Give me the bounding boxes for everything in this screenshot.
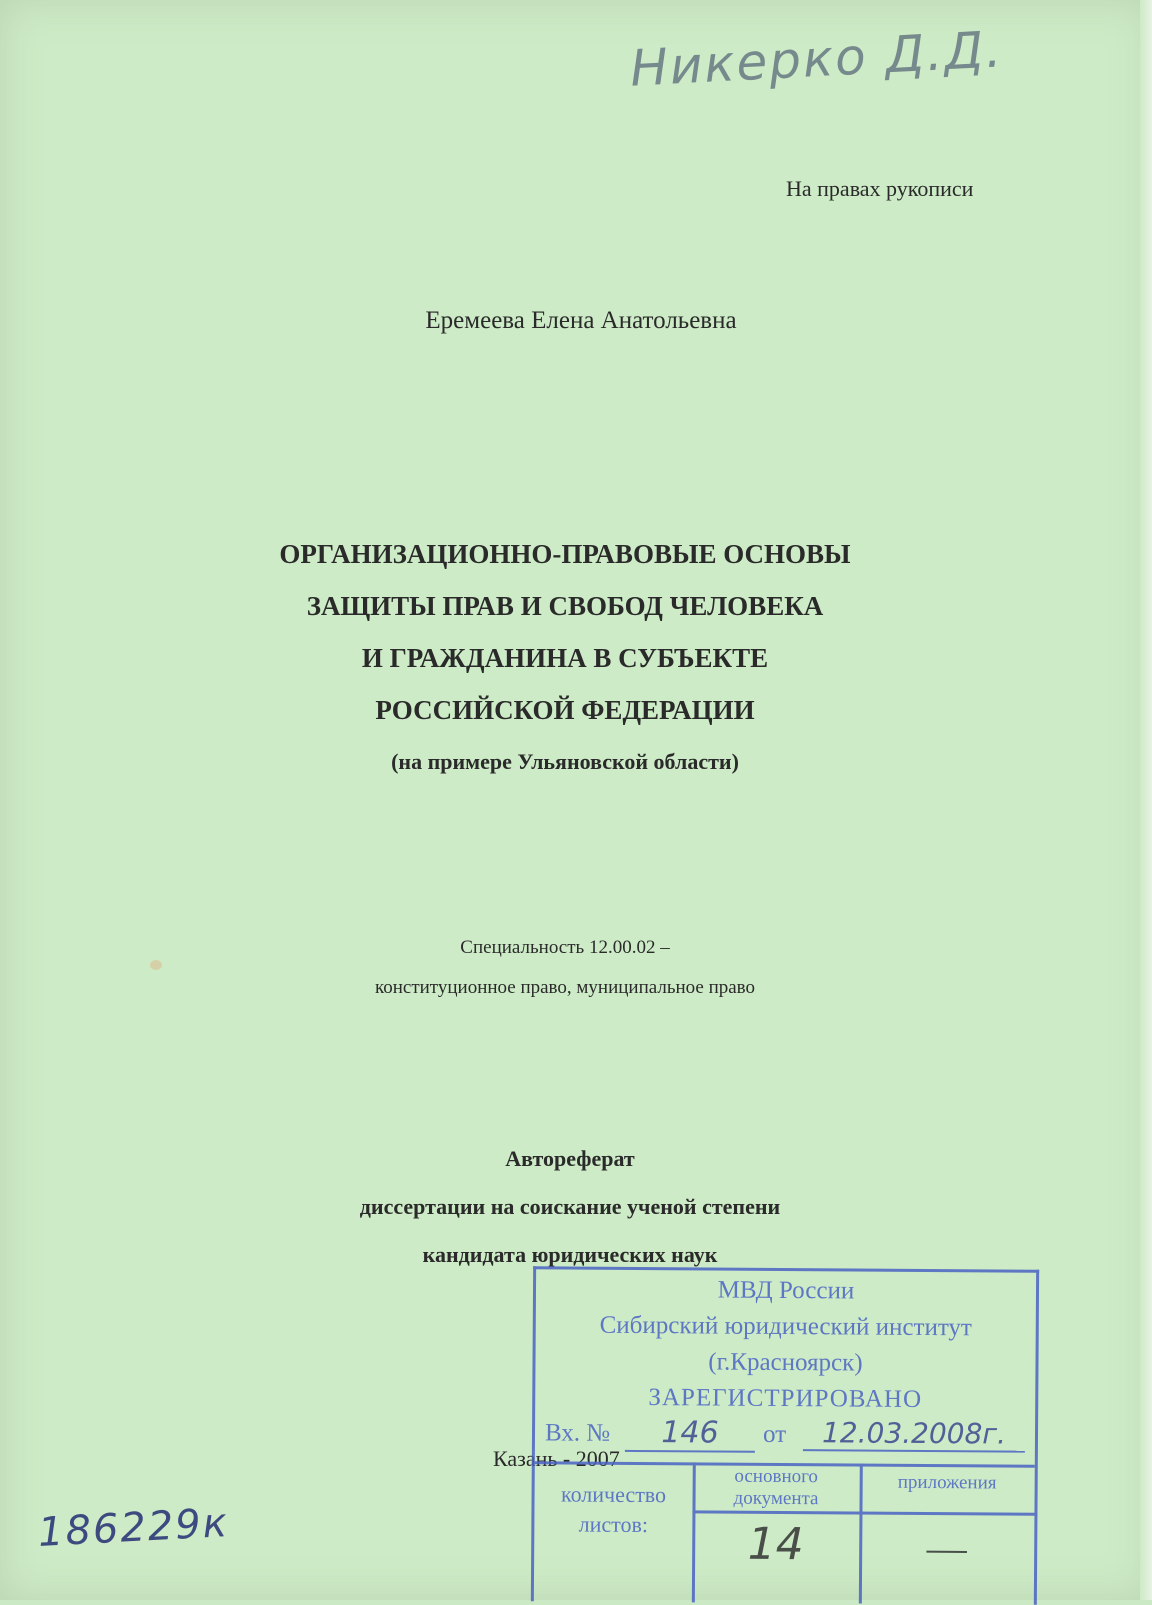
stamp-city: (г.Красноярск) — [708, 1348, 863, 1377]
stamp-divider — [692, 1510, 1037, 1515]
dissertation-title — [0, 528, 1130, 788]
title-line: ЗАЩИТЫ ПРАВ И СВОБОД ЧЕЛОВЕКА — [306, 591, 824, 621]
stamp-count-label: количество листов: — [560, 1481, 667, 1538]
stamp-main-doc-label: основного документа — [733, 1465, 819, 1510]
title-line: ОРГАНИЗАЦИОННО-ПРАВОВЫЕ ОСНОВЫ — [279, 539, 851, 569]
abstract-line: кандидата юридических наук — [422, 1242, 718, 1267]
stamp-registered: ЗАРЕГИСТРИРОВАНО — [648, 1384, 923, 1413]
city-year: Казань - 2007 — [493, 1446, 620, 1471]
specialty — [0, 928, 1130, 1008]
manuscript-rights-note: На правах рукописи — [786, 176, 974, 201]
stamp-appendix-label: приложения — [897, 1471, 997, 1494]
stamp-reg-date: 12.03.2008г. — [803, 1416, 1025, 1453]
registration-stamp — [531, 1266, 1039, 1605]
stamp-ministry: МВД России — [717, 1276, 855, 1305]
title-line: И ГРАЖДАНИНА В СУБЪЕКТЕ — [361, 643, 769, 673]
stamp-main-doc-value: 14 — [747, 1518, 804, 1571]
page-edge — [1140, 0, 1152, 1600]
abstract-line: диссертации на соискание ученой степени — [359, 1194, 781, 1219]
title-line: РОССИЙСКОЙ ФЕДЕРАЦИИ — [375, 695, 755, 725]
abstract-line: Автореферат — [505, 1146, 635, 1171]
abstract-designation — [0, 1135, 1140, 1279]
specialty-line: конституционное право, муниципальное право — [374, 977, 756, 998]
stamp-reg-number: 146 — [625, 1415, 755, 1453]
handwritten-inventory-number: 186229к — [36, 1500, 230, 1556]
stamp-reg-label: Вх. № — [544, 1419, 611, 1447]
title-subtitle: (на примере Ульяновской области) — [391, 749, 739, 774]
stamp-date-label: от — [762, 1420, 787, 1449]
specialty-line: Специальность 12.00.02 – — [460, 937, 670, 958]
author-name: Еремеева Елена Анатольевна — [425, 307, 737, 334]
paper-stain — [150, 960, 162, 970]
stamp-appendix-value: — — [926, 1524, 967, 1571]
stamp-institute: Сибирский юридический институт — [599, 1311, 972, 1342]
handwritten-name: Никерко Д.Д. — [628, 20, 1005, 98]
